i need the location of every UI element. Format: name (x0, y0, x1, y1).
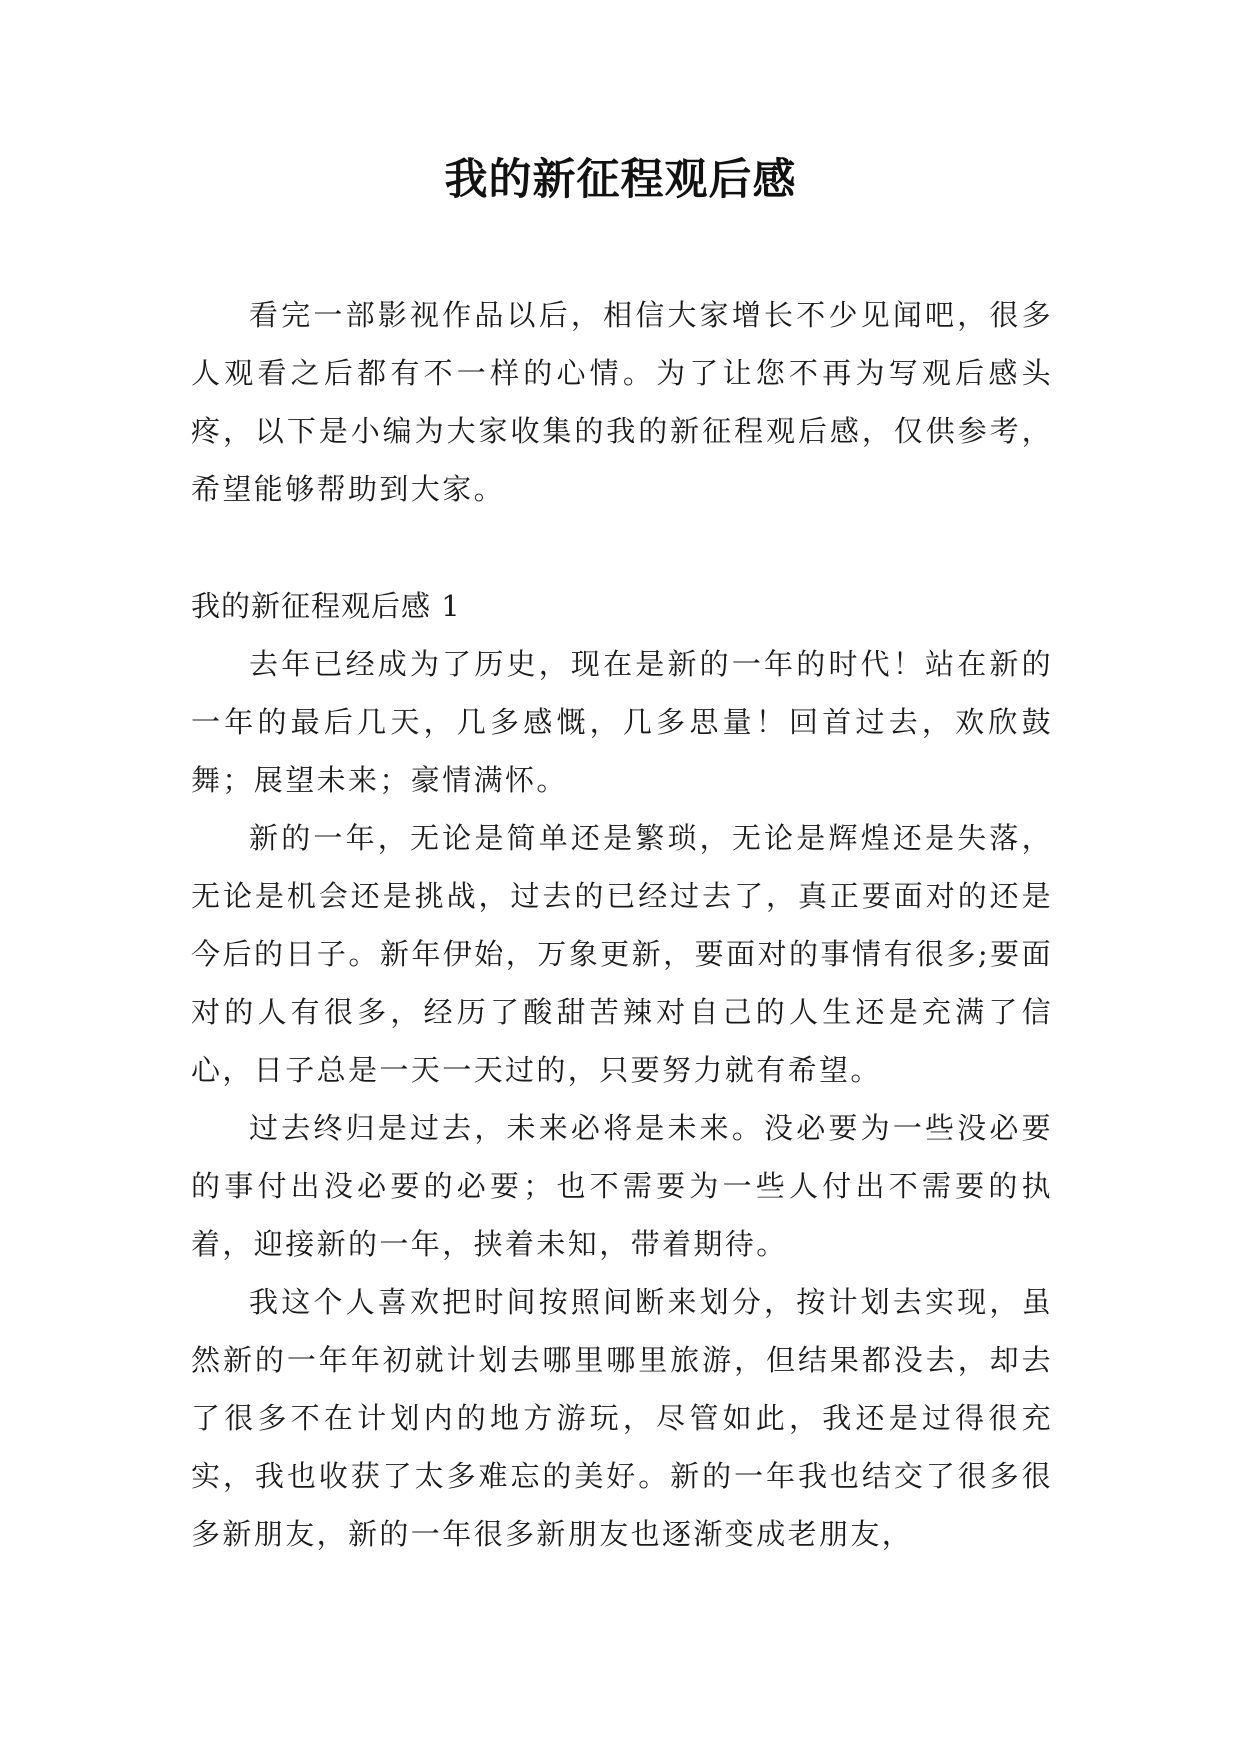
body-paragraph-2: 新的一年，无论是简单还是繁琐，无论是辉煌还是失落，无论是机会还是挑战，过去的已经过去了，真正要面对的还是今后的日子。新年伊始，万象更新，要面对的事情有很多;要面对的人有很多，经历了酸甜苦辣对自己的人生还是充满了信心，日子总是一天一天过的，只要努力就有希望。 (191, 821, 1053, 1087)
document-title: 我的新征程观后感 (444, 155, 797, 205)
intro-paragraph: 看完一部影视作品以后，相信大家增长不少见闻吧，很多人观看之后都有不一样的心情。为了让您不再为写观后感头疼，以下是小编为大家收集的我的新征程观后感，仅供参考，希望能够帮助到大家。 (191, 298, 1053, 506)
section-heading: 我的新征程观后感 1 (191, 589, 461, 623)
body-paragraph-4: 我这个人喜欢把时间按照间断来划分，按计划去实现，虽然新的一年年初就计划去哪里哪里旅游，但结果都没去，却去了很多不在计划内的地方游玩，尽管如此，我还是过得很充实，我也收获了太多难忘的美好。新的一年我也结交了很多很多新朋友，新的一年很多新朋友也逐渐变成老朋友， (191, 1285, 1053, 1551)
intro-section (191, 286, 1053, 518)
section-body (191, 635, 1053, 1563)
body-paragraph-3: 过去终归是过去，未来必将是未来。没必要为一些没必要的事付出没必要的必要；也不需要为一些人付出不需要的执着，迎接新的一年，挟着未知，带着期待。 (191, 1111, 1053, 1261)
body-paragraph-1: 去年已经成为了历史，现在是新的一年的时代！站在新的一年的最后几天，几多感慨，几多思量！回首过去，欢欣鼓舞；展望未来；豪情满怀。 (191, 647, 1053, 797)
